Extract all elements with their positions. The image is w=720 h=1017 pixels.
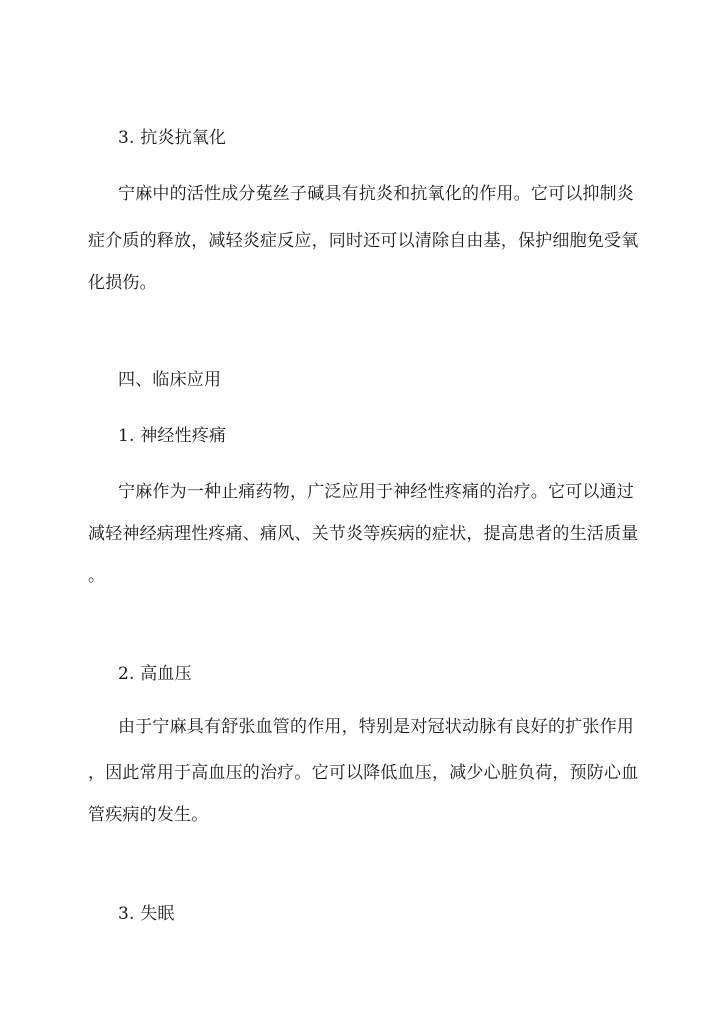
section-heading-neuropathic-pain: 1. 神经性疼痛 xyxy=(118,426,227,446)
paragraph-line: 减轻神经病理性疼痛、痛风、关节炎等疾病的症状，提高患者的生活质量 xyxy=(88,524,639,544)
section-heading-anti-inflammation: 3. 抗炎抗氧化 xyxy=(118,128,227,148)
paragraph-line: 。 xyxy=(88,566,106,586)
paragraph-line: 化损伤。 xyxy=(88,273,157,293)
paragraph-line: 症介质的释放，减轻炎症反应，同时还可以清除自由基，保护细胞免受氧 xyxy=(88,231,639,251)
section-heading-insomnia: 3. 失眠 xyxy=(118,904,175,924)
section-heading-hypertension: 2. 高血压 xyxy=(118,664,192,684)
paragraph-line: 宁麻作为一种止痛药物，广泛应用于神经性疼痛的治疗。它可以通过 xyxy=(118,482,634,502)
paragraph-line: 由于宁麻具有舒张血管的作用，特别是对冠状动脉有良好的扩张作用 xyxy=(118,717,634,737)
chapter-heading-clinical-use: 四、临床应用 xyxy=(118,370,222,390)
paragraph-line: ，因此常用于高血压的治疗。它可以降低血压，减少心脏负荷，预防心血 xyxy=(88,763,639,783)
paragraph-line: 管疾病的发生。 xyxy=(88,805,209,825)
paragraph-line: 宁麻中的活性成分菟丝子碱具有抗炎和抗氧化的作用。它可以抑制炎 xyxy=(118,184,634,204)
